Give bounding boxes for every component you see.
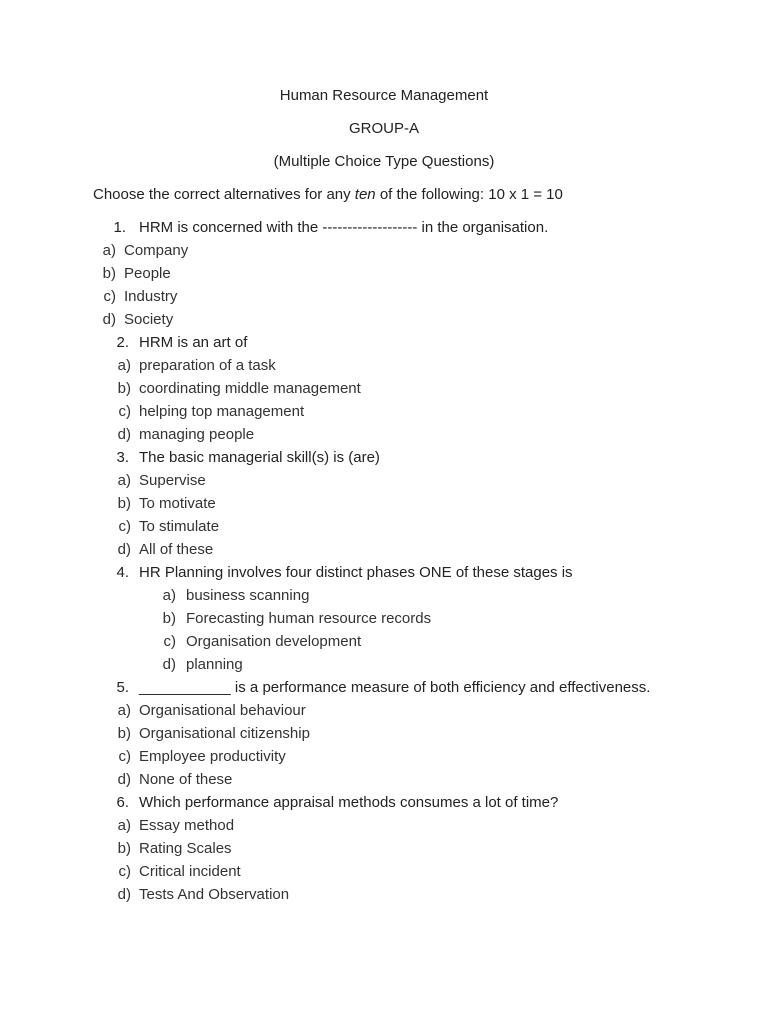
question-number: 3. [116, 449, 129, 466]
option-text: Organisational citizenship [139, 725, 310, 742]
document-title: Human Resource Management [279, 87, 489, 104]
section-subheading: (Multiple Choice Type Questions) [273, 153, 495, 170]
option-label: d) [117, 771, 131, 788]
question-number: 1. [113, 219, 126, 236]
question-number: 4. [116, 564, 129, 581]
option-text: planning [186, 656, 243, 673]
option-label: d) [162, 656, 176, 673]
option-label: c) [118, 403, 131, 420]
option-label: a) [117, 817, 131, 834]
option-text: managing people [139, 426, 255, 443]
instruction-line [93, 186, 563, 203]
option-text: Industry [124, 288, 178, 305]
option-text: helping top management [139, 403, 305, 420]
option-text: All of these [139, 541, 214, 558]
group-heading: GROUP-A [348, 120, 419, 137]
option-label: b) [117, 380, 131, 397]
option-label: d) [117, 886, 131, 903]
option-label: b) [102, 265, 116, 282]
option-text: business scanning [186, 587, 310, 604]
option-text: Company [124, 242, 189, 259]
option-label: b) [117, 725, 131, 742]
option-label: b) [117, 840, 131, 857]
option-label: b) [162, 610, 176, 627]
question-text: HRM is an art of [139, 334, 248, 351]
option-text: Organisational behaviour [139, 702, 306, 719]
option-label: c) [118, 748, 131, 765]
question-text: ___________ is a performance measure of both efficiency and effectiveness. [139, 679, 651, 696]
option-text: Forecasting human resource records [186, 610, 432, 627]
option-text: People [124, 265, 171, 282]
option-label: a) [102, 242, 116, 259]
option-label: c) [118, 518, 131, 535]
option-text: Tests And Observation [139, 886, 290, 903]
question-text: HRM is concerned with the ------------------- in the organisation. [139, 219, 549, 236]
question-number: 6. [116, 794, 129, 811]
option-label: d) [117, 541, 131, 558]
option-label: a) [117, 472, 131, 489]
option-text: To motivate [139, 495, 216, 512]
question-text: The basic managerial skill(s) is (are) [139, 449, 380, 466]
question-number: 5. [116, 679, 129, 696]
instruction-suffix: of the following: 10 x 1 = 10 [375, 186, 563, 203]
option-label: a) [162, 587, 176, 604]
option-text: Critical incident [139, 863, 241, 880]
question-text: HR Planning involves four distinct phases ONE of these stages is [139, 564, 573, 581]
option-label: c) [118, 863, 131, 880]
option-label: d) [117, 426, 131, 443]
option-text: preparation of a task [139, 357, 276, 374]
option-label: b) [117, 495, 131, 512]
option-text: Organisation development [186, 633, 362, 650]
option-label: c) [163, 633, 176, 650]
question-text: Which performance appraisal methods consumes a lot of time? [139, 794, 559, 811]
option-label: d) [102, 311, 116, 328]
option-text: None of these [139, 771, 233, 788]
option-label: c) [103, 288, 116, 305]
option-label: a) [117, 357, 131, 374]
option-text: Employee productivity [139, 748, 286, 765]
option-text: Society [124, 311, 174, 328]
option-text: Essay method [139, 817, 235, 834]
instruction-prefix: Choose the correct alternatives for any [93, 186, 355, 203]
option-text: Rating Scales [139, 840, 232, 857]
option-text: coordinating middle management [139, 380, 361, 397]
option-label: a) [117, 702, 131, 719]
option-text: To stimulate [139, 518, 220, 535]
question-number: 2. [116, 334, 129, 351]
option-text: Supervise [139, 472, 206, 489]
instruction-emphasis: ten [354, 186, 376, 203]
